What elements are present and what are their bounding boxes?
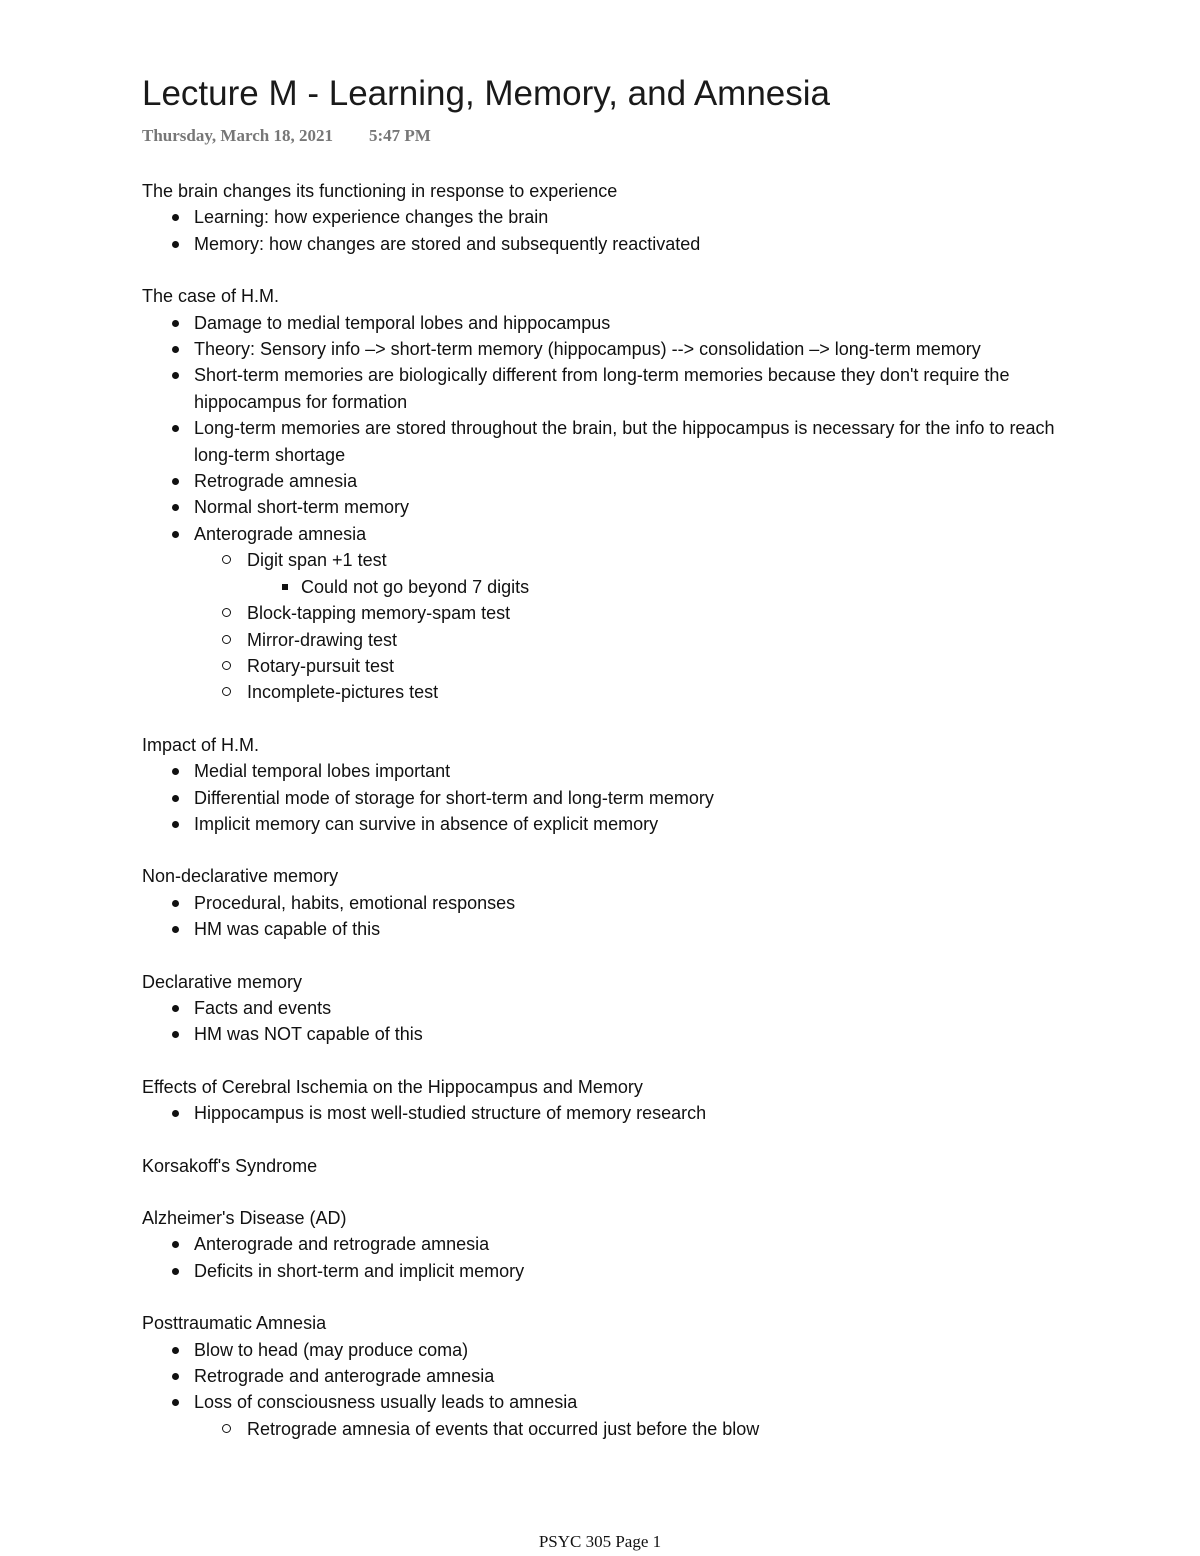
list-item: Long-term memories are stored throughout the brain, but the hippocampus is necessary for the info to reach long-term shortage (142, 415, 1072, 468)
list-item: Procedural, habits, emotional responses (142, 890, 1072, 916)
list-item: Hippocampus is most well-studied structure of memory research (142, 1100, 1072, 1126)
bullet-dot-icon (172, 346, 179, 353)
bullet-dot-icon (172, 241, 179, 248)
sub-list-item: Block-tapping memory-spam test (142, 600, 1072, 626)
list-item: Implicit memory can survive in absence of explicit memory (142, 811, 1072, 837)
bullet-circle-icon (222, 661, 231, 670)
list-item: Damage to medial temporal lobes and hippocampus (142, 310, 1072, 336)
section-heading: Declarative memory (142, 971, 303, 992)
bullet-dot-icon (172, 1347, 179, 1354)
sub-list-item: Mirror-drawing test (142, 627, 1072, 653)
bullet-list (142, 995, 1072, 1048)
page-footer: PSYC 305 Page 1 (538, 1532, 662, 1551)
bullet-dot-icon (172, 768, 179, 775)
bullet-list (142, 1100, 1072, 1126)
section-heading: Non-declarative memory (142, 866, 339, 887)
section-korsakoff (142, 1153, 1072, 1179)
bullet-dot-icon (172, 320, 179, 327)
bullet-list (142, 310, 1072, 706)
note-date: Thursday, March 18, 2021 (142, 126, 333, 145)
bullet-list (142, 890, 1072, 943)
list-item: Loss of consciousness usually leads to amnesia (142, 1389, 1072, 1415)
section-cerebral-ischemia (142, 1074, 1072, 1127)
bullet-dot-icon (172, 478, 179, 485)
bullet-dot-icon (172, 504, 179, 511)
section-heading: Impact of H.M. (142, 734, 260, 755)
list-item: HM was capable of this (142, 916, 1072, 942)
bullet-dot-icon (172, 795, 179, 802)
bullet-dot-icon (172, 926, 179, 933)
note-body (142, 178, 1072, 1468)
section-case-hm (142, 283, 1072, 706)
section-heading: Alzheimer's Disease (AD) (142, 1208, 347, 1228)
list-item: Blow to head (may produce coma) (142, 1337, 1072, 1363)
bullet-dot-icon (172, 900, 179, 907)
bullet-dot-icon (172, 1399, 179, 1406)
bullet-square-icon (282, 584, 288, 590)
bullet-dot-icon (172, 1268, 179, 1275)
bullet-list (142, 758, 1072, 837)
bullet-circle-icon (222, 687, 231, 696)
bullet-dot-icon (172, 425, 179, 432)
page-title: Lecture M - Learning, Memory, and Amnesia (142, 74, 831, 113)
list-item: Differential mode of storage for short-term and long-term memory (142, 785, 1072, 811)
list-item: Memory: how changes are stored and subsequently reactivated (142, 231, 1072, 257)
sub-list-item: Digit span +1 test (142, 547, 1072, 573)
bullet-circle-icon (222, 635, 231, 644)
sub-list-item: Retrograde amnesia of events that occurred just before the blow (142, 1416, 1072, 1442)
list-item: Short-term memories are biologically different from long-term memories because they don't require the hippocampus for formation (142, 362, 1072, 415)
section-heading: The brain changes its functioning in response to experience (142, 181, 618, 201)
bullet-list (142, 1337, 1072, 1443)
bullet-dot-icon (172, 372, 179, 379)
section-non-declarative (142, 863, 1072, 942)
note-timestamp (142, 126, 431, 146)
list-item: Medial temporal lobes important (142, 758, 1072, 784)
list-item: HM was NOT capable of this (142, 1021, 1072, 1047)
list-item: Normal short-term memory (142, 494, 1072, 520)
bullet-dot-icon (172, 1031, 179, 1038)
bullet-dot-icon (172, 1110, 179, 1117)
section-impact-hm (142, 732, 1072, 838)
list-item: Learning: how experience changes the brain (142, 204, 1072, 230)
bullet-circle-icon (222, 608, 231, 617)
list-item: Deficits in short-term and implicit memory (142, 1258, 1072, 1284)
list-item: Anterograde amnesia (142, 521, 1072, 547)
bullet-dot-icon (172, 1005, 179, 1012)
note-time: 5:47 PM (368, 126, 431, 145)
list-item: Theory: Sensory info –> short-term memory (hippocampus) --> consolidation –> long-term memory (142, 336, 1072, 362)
bullet-circle-icon (222, 555, 231, 564)
bullet-list (142, 1231, 1072, 1284)
bullet-dot-icon (172, 1241, 179, 1248)
sub-sub-list-item: Could not go beyond 7 digits (142, 574, 1072, 600)
list-item: Retrograde amnesia (142, 468, 1072, 494)
sub-list-item: Rotary-pursuit test (142, 653, 1072, 679)
section-heading: Effects of Cerebral Ischemia on the Hippocampus and Memory (142, 1076, 643, 1097)
bullet-dot-icon (172, 531, 179, 538)
list-item: Retrograde and anterograde amnesia (142, 1363, 1072, 1389)
section-alzheimers (142, 1205, 1072, 1284)
bullet-dot-icon (172, 1373, 179, 1380)
section-declarative (142, 969, 1072, 1048)
bullet-dot-icon (172, 214, 179, 221)
section-heading: Korsakoff's Syndrome (142, 1155, 318, 1176)
bullet-dot-icon (172, 821, 179, 828)
bullet-list (142, 204, 1072, 257)
section-posttraumatic (142, 1310, 1072, 1442)
section-heading: The case of H.M. (142, 286, 280, 307)
bullet-circle-icon (222, 1424, 231, 1433)
section-brain-changes (142, 178, 1072, 257)
list-item: Facts and events (142, 995, 1072, 1021)
section-heading: Posttraumatic Amnesia (142, 1313, 327, 1334)
list-item: Anterograde and retrograde amnesia (142, 1231, 1072, 1257)
sub-list-item: Incomplete-pictures test (142, 679, 1072, 705)
